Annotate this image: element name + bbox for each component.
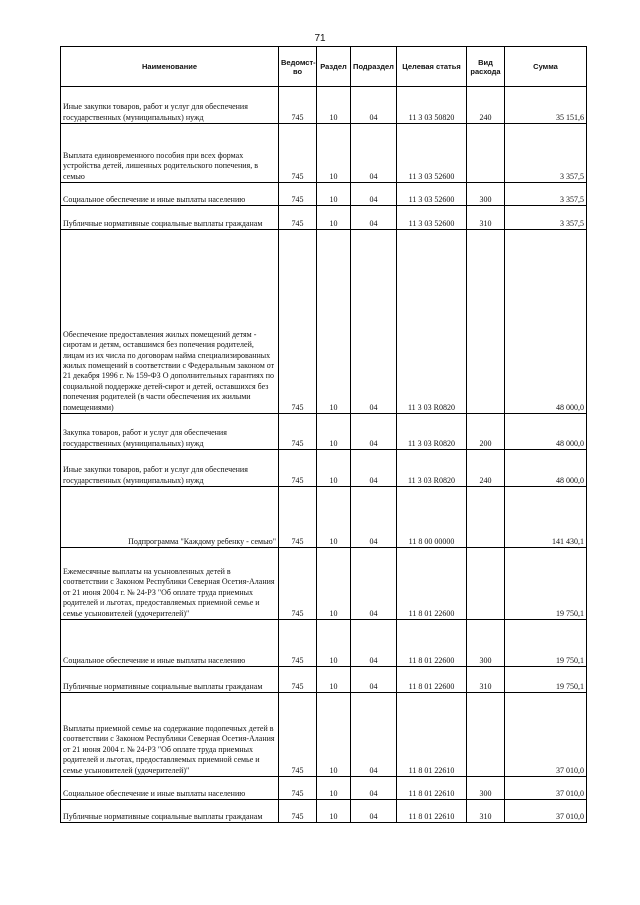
row-section: 10 — [317, 414, 351, 450]
row-dept: 745 — [279, 800, 317, 823]
row-subsection: 04 — [351, 183, 397, 206]
row-subsection: 04 — [351, 487, 397, 548]
row-name: Социальное обеспечение и иные выплаты населению — [61, 183, 279, 206]
row-exptype: 240 — [467, 87, 505, 124]
row-section: 10 — [317, 206, 351, 230]
row-target: 11 3 03 50820 — [397, 87, 467, 124]
row-target: 11 3 03 R0820 — [397, 414, 467, 450]
row-name: Иные закупки товаров, работ и услуг для обеспечения государственных (муниципальных) нужд — [61, 87, 279, 124]
row-dept: 745 — [279, 87, 317, 124]
row-sum: 3 357,5 — [505, 124, 587, 183]
row-target: 11 8 01 22600 — [397, 548, 467, 620]
row-exptype: 310 — [467, 800, 505, 823]
table-row — [61, 667, 587, 693]
row-exptype: 310 — [467, 206, 505, 230]
row-subsection: 04 — [351, 777, 397, 800]
row-subsection: 04 — [351, 450, 397, 487]
row-section: 10 — [317, 124, 351, 183]
row-dept: 745 — [279, 206, 317, 230]
table-row — [61, 183, 587, 206]
row-dept: 745 — [279, 183, 317, 206]
row-subsection: 04 — [351, 414, 397, 450]
row-subsection: 04 — [351, 548, 397, 620]
row-sum: 48 000,0 — [505, 230, 587, 414]
header-dept: Ведомст-во — [279, 47, 317, 87]
row-section: 10 — [317, 667, 351, 693]
row-subsection: 04 — [351, 230, 397, 414]
row-target: 11 8 01 22610 — [397, 777, 467, 800]
row-dept: 745 — [279, 450, 317, 487]
row-section: 10 — [317, 620, 351, 667]
row-name: Обеспечение предоставления жилых помещений детям - сиротам и детям, оставшимся без попечения родителей, лицам из их числа по договорам найма специализированных жилых помещений в соответствии с Федеральным законом от 21 декабря 1996 г. № 159-ФЗ О дополнительных гарантиях по социальной поддержке детей-сирот и детей, оставшихся без попечения родителей (в части обеспечения их жилыми помещениями) — [61, 230, 279, 414]
row-dept: 745 — [279, 230, 317, 414]
row-subsection: 04 — [351, 124, 397, 183]
row-dept: 745 — [279, 487, 317, 548]
table-row — [61, 693, 587, 777]
table-row — [61, 450, 587, 487]
row-name: Публичные нормативные социальные выплаты гражданам — [61, 206, 279, 230]
budget-table — [60, 46, 587, 823]
row-exptype — [467, 487, 505, 548]
row-section: 10 — [317, 183, 351, 206]
row-target: 11 3 03 52600 — [397, 206, 467, 230]
row-subsection: 04 — [351, 206, 397, 230]
row-exptype — [467, 230, 505, 414]
table-row — [61, 800, 587, 823]
table-row — [61, 87, 587, 124]
row-dept: 745 — [279, 548, 317, 620]
header-exptype: Вид расхода — [467, 47, 505, 87]
row-target: 11 3 03 52600 — [397, 183, 467, 206]
row-name: Подпрограмма "Каждому ребенку - семью" — [61, 487, 279, 548]
row-sum: 3 357,5 — [505, 206, 587, 230]
row-name: Социальное обеспечение и иные выплаты населению — [61, 777, 279, 800]
row-target: 11 3 03 R0820 — [397, 450, 467, 487]
row-section: 10 — [317, 693, 351, 777]
row-exptype: 300 — [467, 183, 505, 206]
table-row — [61, 548, 587, 620]
row-exptype — [467, 693, 505, 777]
row-exptype — [467, 124, 505, 183]
row-section: 10 — [317, 450, 351, 487]
table-row — [61, 620, 587, 667]
row-subsection: 04 — [351, 87, 397, 124]
header-target: Целевая статья — [397, 47, 467, 87]
row-dept: 745 — [279, 693, 317, 777]
row-name: Публичные нормативные социальные выплаты гражданам — [61, 800, 279, 823]
header-name: Наименование — [61, 47, 279, 87]
row-exptype: 300 — [467, 620, 505, 667]
row-section: 10 — [317, 230, 351, 414]
row-sum: 48 000,0 — [505, 450, 587, 487]
row-target: 11 8 01 22610 — [397, 693, 467, 777]
row-name: Иные закупки товаров, работ и услуг для обеспечения государственных (муниципальных) нужд — [61, 450, 279, 487]
row-subsection: 04 — [351, 667, 397, 693]
row-name: Выплата единовременного пособия при всех формах устройства детей, лишенных родительского попечения, в семью — [61, 124, 279, 183]
row-dept: 745 — [279, 414, 317, 450]
table-row — [61, 777, 587, 800]
row-target: 11 3 03 52600 — [397, 124, 467, 183]
row-sum: 3 357,5 — [505, 183, 587, 206]
row-section: 10 — [317, 800, 351, 823]
page-number: 71 — [314, 33, 326, 44]
row-dept: 745 — [279, 667, 317, 693]
row-section: 10 — [317, 487, 351, 548]
row-exptype: 300 — [467, 777, 505, 800]
row-dept: 745 — [279, 124, 317, 183]
row-dept: 745 — [279, 777, 317, 800]
row-exptype — [467, 548, 505, 620]
row-sum: 19 750,1 — [505, 667, 587, 693]
table-row — [61, 414, 587, 450]
row-target: 11 8 01 22600 — [397, 667, 467, 693]
header-subsection: Подраздел — [351, 47, 397, 87]
row-sum: 37 010,0 — [505, 800, 587, 823]
header-sum: Сумма — [505, 47, 587, 87]
row-name: Публичные нормативные социальные выплаты гражданам — [61, 667, 279, 693]
row-sum: 48 000,0 — [505, 414, 587, 450]
row-section: 10 — [317, 87, 351, 124]
row-sum: 37 010,0 — [505, 777, 587, 800]
row-name: Закупка товаров, работ и услуг для обеспечения государственных (муниципальных) нужд — [61, 414, 279, 450]
row-sum: 19 750,1 — [505, 548, 587, 620]
row-section: 10 — [317, 548, 351, 620]
table-row — [61, 124, 587, 183]
row-subsection: 04 — [351, 693, 397, 777]
row-target: 11 8 00 00000 — [397, 487, 467, 548]
header-section: Раздел — [317, 47, 351, 87]
table-row — [61, 487, 587, 548]
row-subsection: 04 — [351, 800, 397, 823]
row-section: 10 — [317, 777, 351, 800]
row-sum: 37 010,0 — [505, 693, 587, 777]
row-dept: 745 — [279, 620, 317, 667]
row-target: 11 3 03 R0820 — [397, 230, 467, 414]
row-exptype: 240 — [467, 450, 505, 487]
table-row — [61, 206, 587, 230]
row-name: Выплаты приемной семье на содержание подопечных детей в соответствии с Законом Республики Северная Осетия-Алания от 21 июня 2004 г. № 24-РЗ "Об оплате труда приемных родителей и льготах, предоставляемых приемной семье и семье усыновителей (удочерителей)" — [61, 693, 279, 777]
row-exptype: 200 — [467, 414, 505, 450]
row-exptype: 310 — [467, 667, 505, 693]
row-name: Социальное обеспечение и иные выплаты населению — [61, 620, 279, 667]
row-sum: 35 151,6 — [505, 87, 587, 124]
row-sum: 141 430,1 — [505, 487, 587, 548]
row-subsection: 04 — [351, 620, 397, 667]
row-target: 11 8 01 22610 — [397, 800, 467, 823]
row-name: Ежемесячные выплаты на усыновленных детей в соответствии с Законом Республики Северная Осетия-Алания от 21 июня 2004 г. № 24-РЗ "Об оплате труда приемных родителей и льготах, предоставляемых приемной семье и семье усыновителей (удочерителей)" — [61, 548, 279, 620]
row-sum: 19 750,1 — [505, 620, 587, 667]
table-header-row — [61, 47, 587, 87]
row-target: 11 8 01 22600 — [397, 620, 467, 667]
table-row — [61, 230, 587, 414]
